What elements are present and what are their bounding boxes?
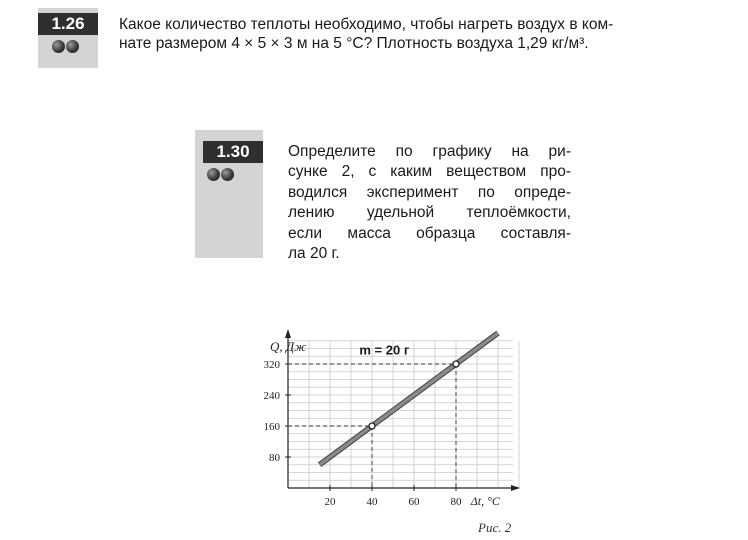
y-axis-arrow-icon [285,329,291,338]
problem-130-line-1: Определите по графику на ри- [288,143,571,160]
problem-130-line-4: лению удельной теплоёмкости, [288,204,571,222]
difficulty-balls-126 [52,40,79,53]
heat-vs-temperature-chart [240,285,540,510]
y-tick-label: 160 [263,421,280,433]
y-tick-label: 240 [263,390,280,402]
x-axis-label: Δt, °С [470,494,500,508]
problem-130-line-6: ла 20 г. [288,245,340,263]
x-tick-label: 60 [408,496,420,508]
data-point [453,361,459,367]
y-tick-label: 80 [269,452,280,464]
chart-grid [288,341,519,488]
problem-126-number-badge: 1.26 [38,13,98,35]
figure-caption: Рис. 2 [478,520,512,535]
x-tick-label: 80 [450,496,462,508]
x-tick-label: 20 [324,496,336,508]
difficulty-ball-icon [221,168,234,181]
problem-130-text [288,142,571,264]
x-tick-label: 40 [366,496,378,508]
problem-126-text [119,15,729,53]
problem-126-line-1: Какое количество теплоты необходимо, чтобы нагреть воздух в ком- [119,16,614,33]
data-point [369,423,375,429]
mass-annotation: m = 20 г [359,342,410,358]
problem-130-line-2: сунке 2, с каким веществом про- [288,163,571,181]
problem-126-line-2: нате размером 4 × 5 × 3 м на 5 °С? Плотность воздуха 1,29 кг/м³. [119,35,589,52]
y-tick-label: 320 [263,359,280,371]
difficulty-ball-icon [207,168,220,181]
problem-130-number-badge: 1.30 [203,141,263,163]
problem-130-line-3: водился эксперимент по опреде- [288,183,571,201]
difficulty-balls-130 [207,168,234,181]
difficulty-ball-icon [52,40,65,53]
y-axis-label: Q, Дж [270,339,307,354]
problem-130-line-5: если масса образца составля- [288,224,571,242]
difficulty-ball-icon [66,40,79,53]
